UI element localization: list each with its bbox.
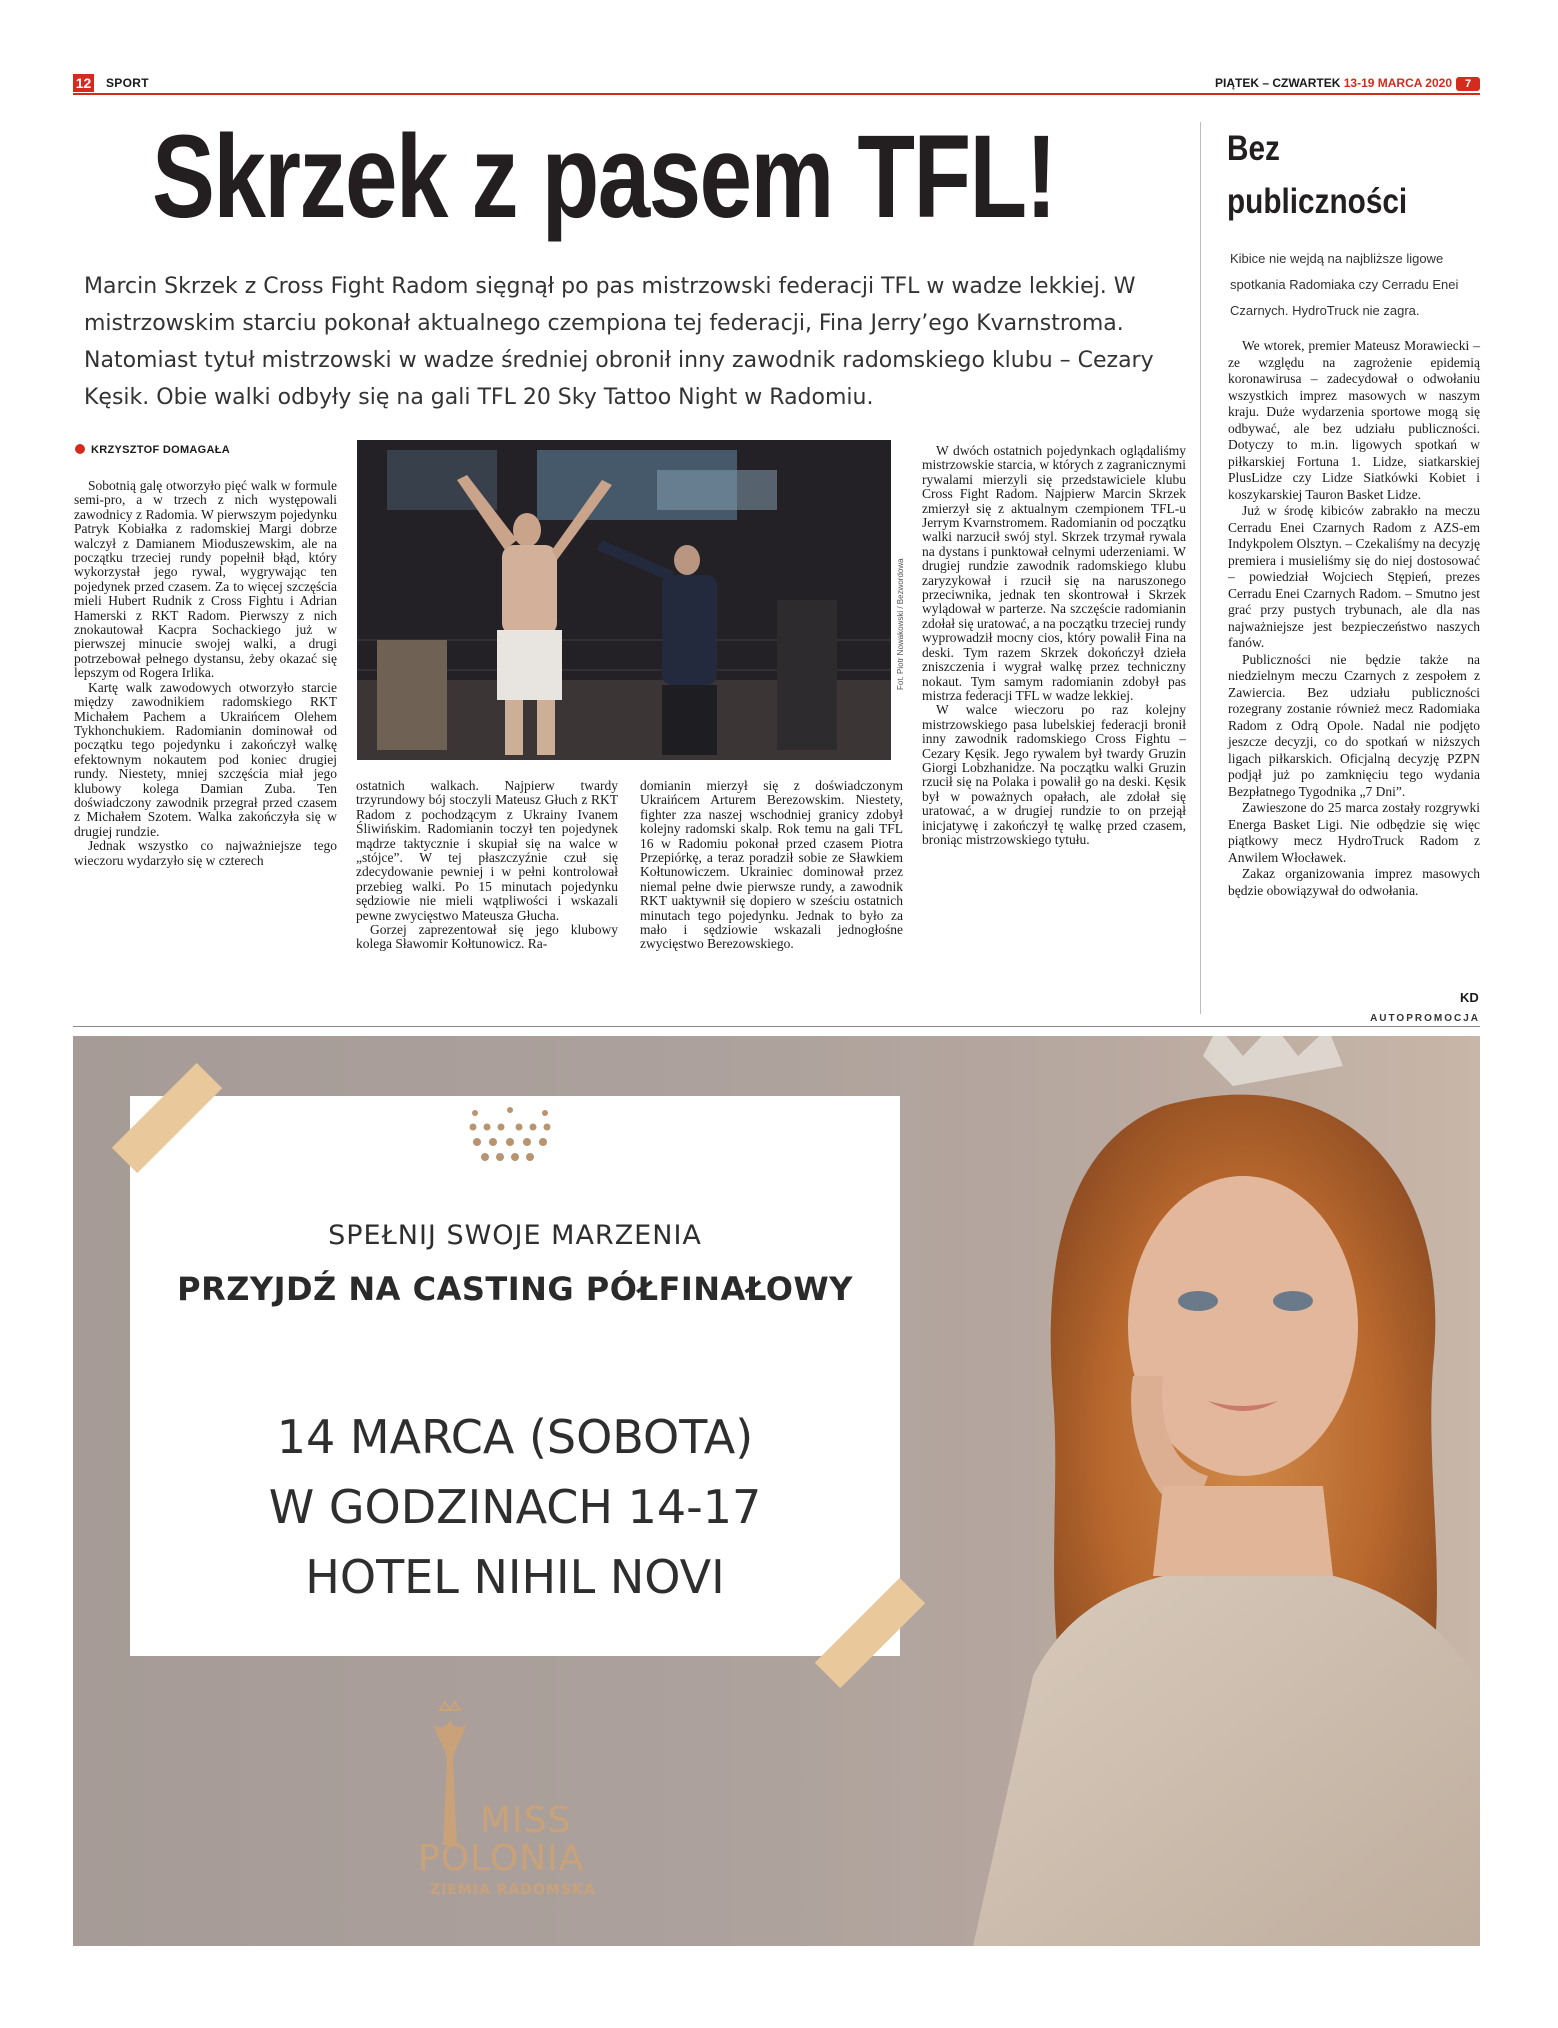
- sidebar-paragraph: Już w środę kibiców zabrakło na meczu Cerradu Enei Czarnych Radom z AZS-em Indykpolem Olsztyn. – Czekaliśmy na decyzję premiera i musieliśmy się do niej dostosować – powiedział Wojciech Stępień, prezes Cerradu Enei Czarnych Radom. – Smutno jest grać przy pustych trybunach, ale dla nas najważniejsze jest bezpieczeństwo naszych fanów.: [1228, 503, 1480, 650]
- byline: [75, 444, 230, 456]
- ad-hours: W GODZINACH 14-17: [268, 1480, 762, 1534]
- sidebar-body: [1228, 338, 1480, 899]
- byline-author: KRZYSZTOF DOMAGAŁA: [91, 444, 231, 456]
- paragraph: Sobotnią galę otworzyło pięć walk w formule semi-pro, a w trzech z nich występowali zawodnicy z Radomia. W pierwszym pojedynku Patryk Kobiałka z radomskiej Margi dobrze walczył z Damianem Mioduszewskim, ale na początku trzeciej rundy popełnił błąd, który wykorzystał jego rywal, wygrywając ten pojedynek przed czasem. Za to więcej szczęścia mieli Hubert Rudnik z Cross Fightu i Adrian Hamerski z RKT Radom. Pierwszy z nich znokautował Kacpra Sochackiego już w pierwszej minucie swojej walki, a drugi potrzebował pełnego dystansu, żeby okazać się lepszym od Rogera Irlika.: [74, 478, 337, 681]
- paragraph: domianin mierzył się z doświadczonym Ukraińcem Arturem Berezowskim. Niestety, fighter zza naszej wschodniej granicy zdobył kolejny radomski skalp. Rok temu na gali TFL 16 w Radomiu pokonał przed czasem Piotra Przepiórkę, a teraz poradził sobie ze Sławkiem Kołtunowiczem. Ukrainiec dominował przez niemal pełne dwie pierwsze rundy, a zawodnik RKT uaktywnił się dopiero w sześciu ostatnich minutach tego pojedynku. Jednak to było za mało i sędziowie wskazali jednogłośne zwycięstwo Berezowskiego.: [640, 778, 903, 952]
- paragraph: Jednak wszystko co najważniejsze tego wieczoru wydarzyło się w czterech: [74, 838, 337, 868]
- article-column-2: [356, 779, 618, 952]
- article-column-3: [640, 779, 903, 952]
- issue-date-prefix: PIĄTEK – CZWARTEK: [1215, 76, 1344, 90]
- paragraph: W walce wieczoru po raz kolejny mistrzowskiego pasa lubelskiej federacji bronił inny zawodnik radomskiego Cross Fightu – Cezary Kęsik. Jego rywalem był twardy Gruzin Giorgi Lobzhanidze. Na początku walki Gruzin rzucił się na Polaka i powalił go na deski. Kęsik był w poważnych opałach, ale zdołał się uratować, a w drugiej rundzie to on przejął inicjatywę i zakończył tę walkę przed czasem, broniąc mistrzowskiego tytułu.: [922, 702, 1186, 847]
- ad-headline: PRZYJDŹ NA CASTING PÓŁFINAŁOWY: [177, 1270, 853, 1308]
- page-number: 12: [73, 74, 94, 92]
- sidebar-signature: KD: [1460, 990, 1479, 1005]
- sidebar-divider: [1200, 122, 1201, 1014]
- bullet-icon: [75, 444, 85, 454]
- article-headline: Skrzek z pasem TFL!: [152, 111, 1056, 243]
- article-column-1: [74, 479, 337, 868]
- header-rule: [73, 93, 1480, 95]
- article-bottom-rule: [73, 1026, 1480, 1027]
- article-lead: Marcin Skrzek z Cross Fight Radom sięgnął po pas mistrzowski federacji TFL w wadze lekkiej. W mistrzowskim starciu pokonał aktualnego czempiona tej federacji, Fina Jerry’ego Kvarnstroma. Natomiast tytuł mistrzowski w wadze średniej obronił inny zawodnik radomskiego klubu – Cezary Kęsik. Obie walki odbyły się na gali TFL 20 Sky Tattoo Night w Radomiu.: [84, 274, 1154, 410]
- paragraph: Kartę walk zawodowych otworzyło starcie między zawodnikiem radomskiego RKT Michałem Pachem a Ukraińcem Olehem Tykhonchukiem. Radomianin dominował od początku tego pojedynku i zakończył walkę efektownym nokautem pod koniec drugiej rundy. Niestety, mniej szczęścia miał jego klubowy kolega Damian Zuba. Ten doświadczony zawodnik przegrał przed czasem z Michałem Szotem. Walka zakończyła się w drugiej rundzie.: [74, 679, 337, 839]
- ad-tagline: SPEŁNIJ SWOJE MARZENIA: [328, 1220, 702, 1251]
- sidebar-title: Bez publiczności: [1227, 129, 1408, 221]
- paragraph: ostatnich walkach. Najpierw twardy trzyrundowy bój stoczyli Mateusz Głuch z RKT Radom z pochodzącym z Ukrainy Ivanem Śliwińskim. Radomianin toczył ten pojedynek mądrze taktycznie i skupiał się na walce w „stójce”. W tej płaszczyźnie czuł się zdecydowanie pewniej i w pełni kontrolował przebieg walki. Po 15 minutach pojedynku sędziowie nie mieli wątpliwości i wskazali pewne zwycięstwo Mateusza Głucha.: [356, 778, 618, 923]
- fight-photo: [357, 440, 891, 760]
- ad-place: HOTEL NIHIL NOVI: [305, 1550, 725, 1604]
- crown-dots-icon: [465, 1105, 555, 1165]
- autopromo-label: AUTOPROMOCJA: [1370, 1013, 1480, 1024]
- fight-photo-illustration: [357, 440, 891, 760]
- sidebar-paragraph: Zakaz organizowania imprez masowych będzie obowiązywał do odwołania.: [1228, 866, 1480, 898]
- photo-credit: Fot. Piotr Nowakowski / Bezwordowa: [896, 558, 905, 690]
- logo-miss: MISS: [480, 1800, 572, 1841]
- paragraph: Gorzej zaprezentował się jego klubowy kolega Sławomir Kołtunowicz. Ra-: [356, 922, 618, 952]
- miss-polonia-figure-icon: [425, 1700, 475, 1850]
- ad-date: 14 MARCA (SOBOTA): [276, 1410, 754, 1464]
- issue-date-range: 13-19 MARCA 2020: [1343, 76, 1452, 90]
- logo-polonia: POLONIA: [418, 1838, 585, 1879]
- sidebar-paragraph: We wtorek, premier Mateusz Morawiecki – ze względu na zagrożenie epidemią koronawirusa – zadecydował o odwołaniu wszystkich imprez masowych w naszym kraju. Duże wydarzenia sportowe mogą się odbywać, ale bez udziału publiczności. Dotyczy to m.in. ligowych spotkań w piłkarskiej Fortuna 1. Lidze, siatkarskiej PlusLidze czy Lidze Siatkówki Kobiet i koszykarskiej Tauron Basket Lidze.: [1228, 338, 1480, 502]
- logo-region: ZIEMIA RADOMSKA: [430, 1882, 596, 1898]
- issue-date: [1215, 76, 1480, 91]
- sidebar-paragraph: Publiczności nie będzie także na niedzielnym meczu Czarnych z zespołem z Zawiercia. Bez udziału publiczności rozegrany zostanie również mecz Radomiaka Radom z Odrą Opole. Nadal nie podjęto jeszcze decyzji, co do spotkań w niższych ligach piłkarskich. Oficjalną decyzję PZPN podjął już po zamknięciu tego wydania Bezpłatnego Tygodnika „7 Dni”.: [1228, 651, 1480, 799]
- article-column-4: [922, 444, 1186, 847]
- paragraph: W dwóch ostatnich pojedynkach oglądaliśmy mistrzowskie starcia, w których z zagranicznymi rywalami mierzyli się przedstawiciele klubu Cross Fight Radom. Najpierw Marcin Skrzek zmierzył się z aktualnym czempionem TFL-u Jerrym Kvarnstromem. Radomianin od początku walki narzucił swój styl. Skrzek trzymał rywala na dystans i punktował celnymi uderzeniami. W drugiej rundzie zawodnik radomskiego klubu zaryzykował i rzucił się na naruszonego przeciwnika, jednak ten skontrował i Skrzek wylądował w parterze. Na szczęście radomianin zdołał się uratować, a na początku trzeciej rundy wyprowadził mocny cios, który powalił Fina na deski. Tym razem Skrzek dokończył dzieła zniszczenia i wygrał walkę przez techniczny nokaut. Tym samym radomianin zdobył pas mistrza federacji TFL w wadze lekkiej.: [922, 443, 1186, 703]
- sidebar-paragraph: Zawieszone do 25 marca zostały rozgrywki Energa Basket Ligi. Nie odbędzie się więc piątkowy mecz HydroTruck Radom z Anwilem Włocławek.: [1228, 800, 1480, 865]
- section-label: SPORT: [106, 76, 149, 90]
- sidebar-lead: Kibice nie wejdą na najbliższe ligowe spotkania Radomiaka czy Cerradu Enei Czarnych. HydroTruck nie zagra.: [1230, 251, 1459, 318]
- newspaper-logo: 7: [1456, 77, 1480, 91]
